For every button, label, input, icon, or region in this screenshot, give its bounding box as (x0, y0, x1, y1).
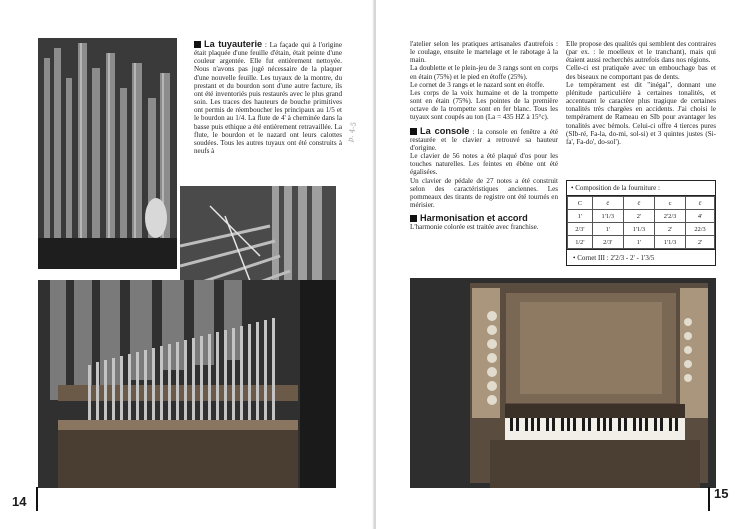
col2-temperament: Le tempérament est dit "inégal", donnant une plénitude particulière à certaines tonalités, et accentuant le caractère plus tragique de certaines tonalités très chargées en accidents. J'ai choisi le tempérament de Rameau en SIb pour avantager les tonalités avec bémols. Celui-ci offre 4 tierces pures (SIb-ré, Fa-la, do-mi, sol-si) et 3 quintes justes (Si-fa', Fa-do', do-sol'). (566, 80, 716, 146)
fourniture-cell: 2/3' (592, 236, 623, 249)
fourniture-cell: 2'2/3 (654, 210, 685, 223)
fourniture-cell: 22/3 (686, 223, 715, 236)
organ-pipes-photo (38, 38, 177, 269)
col1-cornet: Le cornet de 3 rangs et le nazard sont en étoffe. (410, 80, 545, 89)
col1-doublette: La doublette et le plein-jeu de 3 rangs sont en corps en étain (75%) et le pied en étoffe (25%). (410, 64, 558, 81)
fourniture-cell: c̄ (623, 197, 654, 210)
section-bullet-icon (410, 128, 417, 135)
fourniture-cell: 2' (654, 223, 685, 236)
fourniture-cell: 2/3' (568, 223, 593, 236)
page-number-rule-right (708, 487, 710, 511)
col1-intro: l'atelier selon les pratiques artisanales d'autrefois : le coulage, ensuite le martelage et le rabotage à la main. (410, 40, 558, 65)
fourniture-row (568, 223, 715, 236)
fourniture-cell: 1'1/3 (654, 236, 685, 249)
tuyauterie-text: : La façade qui à l'origine était plaquée d'une feuille d'étain, était peinte d'une couleur argentée. Elle fut entièrement nettoyée. Nous n'avons pas jugé nécessaire de la plaquer d'une nouvelle feuille. Les tuyaux de la montre, du prestant et du bourdon sont d'une autre facture, ils ont été inventoriés puis restaurés avec le plus grand soin. Les traces des hauteurs de bouche primitives ont permis de réemboucher les principaux au 1/5 et le bourdon au 1/4. La flute de 4' à cheminée dans la basse puis ethique a été entièrement retravaillée. La flute, le bourdon et le nazard ont leurs calottes soudées. Tous les autres tuyaux ont été construits à neufs à (194, 41, 342, 156)
fourniture-cell: 1/2' (568, 236, 593, 249)
tuyauterie-heading: La tuyauterie (204, 39, 263, 49)
fourniture-composition-box (566, 180, 716, 266)
page-number-right: 15 (714, 486, 729, 501)
fourniture-row (568, 236, 715, 249)
console-pedale: Un clavier de pédale de 27 notes a été construit selon des caractéristiques anciennes. Les pommeaux des tirants de registre ont été tournés en mérisier. (410, 176, 558, 209)
section-bullet-icon (410, 215, 417, 222)
organ-console-photo (410, 278, 716, 488)
harmonisation-heading: Harmonisation et accord (420, 213, 528, 224)
fourniture-box-title: • Composition de la fourniture : (567, 181, 715, 196)
organ-pipe-rack-photo (38, 280, 336, 488)
right-column-2 (566, 40, 716, 146)
page-number-left: 14 (12, 494, 27, 509)
col1-voix-humaine: Les corps de la voix humaine et de la trompette sont en étain (75%). Les pointes de la première octave de la trompette sont en fer blanc. Tous les tuyaux sont coupés au ton (La = 435 HZ à 15°c). (410, 88, 558, 122)
fourniture-cell: 2' (686, 236, 715, 249)
fourniture-cell: 1'1/3 (623, 223, 654, 236)
fourniture-table (567, 196, 715, 249)
fourniture-cell: 1' (592, 223, 623, 236)
console-heading: La console (420, 125, 470, 136)
fourniture-cell: c (654, 197, 685, 210)
col2-qualites: Elle propose des qualités qui semblent des contraires (par ex. : le moelleux et le tranchant), mais qui étaient aussi recherchés autrefois dans nos régions. (566, 40, 716, 65)
page-number-rule-left (36, 487, 38, 511)
console-text: : la console en fenêtre a été restaurée et le clavier a retrouvé sa hauteur d'origine. (410, 127, 558, 152)
fourniture-cell: 1' (568, 210, 593, 223)
fourniture-cell: c̄ (592, 197, 623, 210)
fourniture-cell: C (568, 197, 593, 210)
console-clavier: Le clavier de 56 notes a été plaqué d'os pour les touches naturelles. Les feintes en ébène ont été égalisées. (410, 152, 558, 177)
fourniture-row (568, 197, 715, 210)
harmonisation-text: L'harmonie colorée est traitée avec franchise. (410, 223, 539, 232)
right-page (376, 0, 750, 529)
cornet-line: • Cornet III : 2'2/3 - 2' - 1'3/5 (567, 249, 715, 266)
col2-embouchage: Celle-ci est pratiquée avec un embouchage bas et des biseaux ne comportant pas de dents. (566, 64, 716, 81)
fourniture-cell: 1'1/3 (592, 210, 623, 223)
right-column-1 (410, 40, 558, 231)
margin-note: p. 4-5 (346, 121, 359, 143)
fourniture-cell: 4' (686, 210, 715, 223)
fourniture-row (568, 210, 715, 223)
fourniture-cell: c̄ (686, 197, 715, 210)
fourniture-cell: 1' (623, 236, 654, 249)
tuyauterie-section (194, 40, 342, 155)
left-page (0, 0, 374, 529)
section-bullet-icon (194, 41, 201, 48)
fourniture-cell: 2' (623, 210, 654, 223)
